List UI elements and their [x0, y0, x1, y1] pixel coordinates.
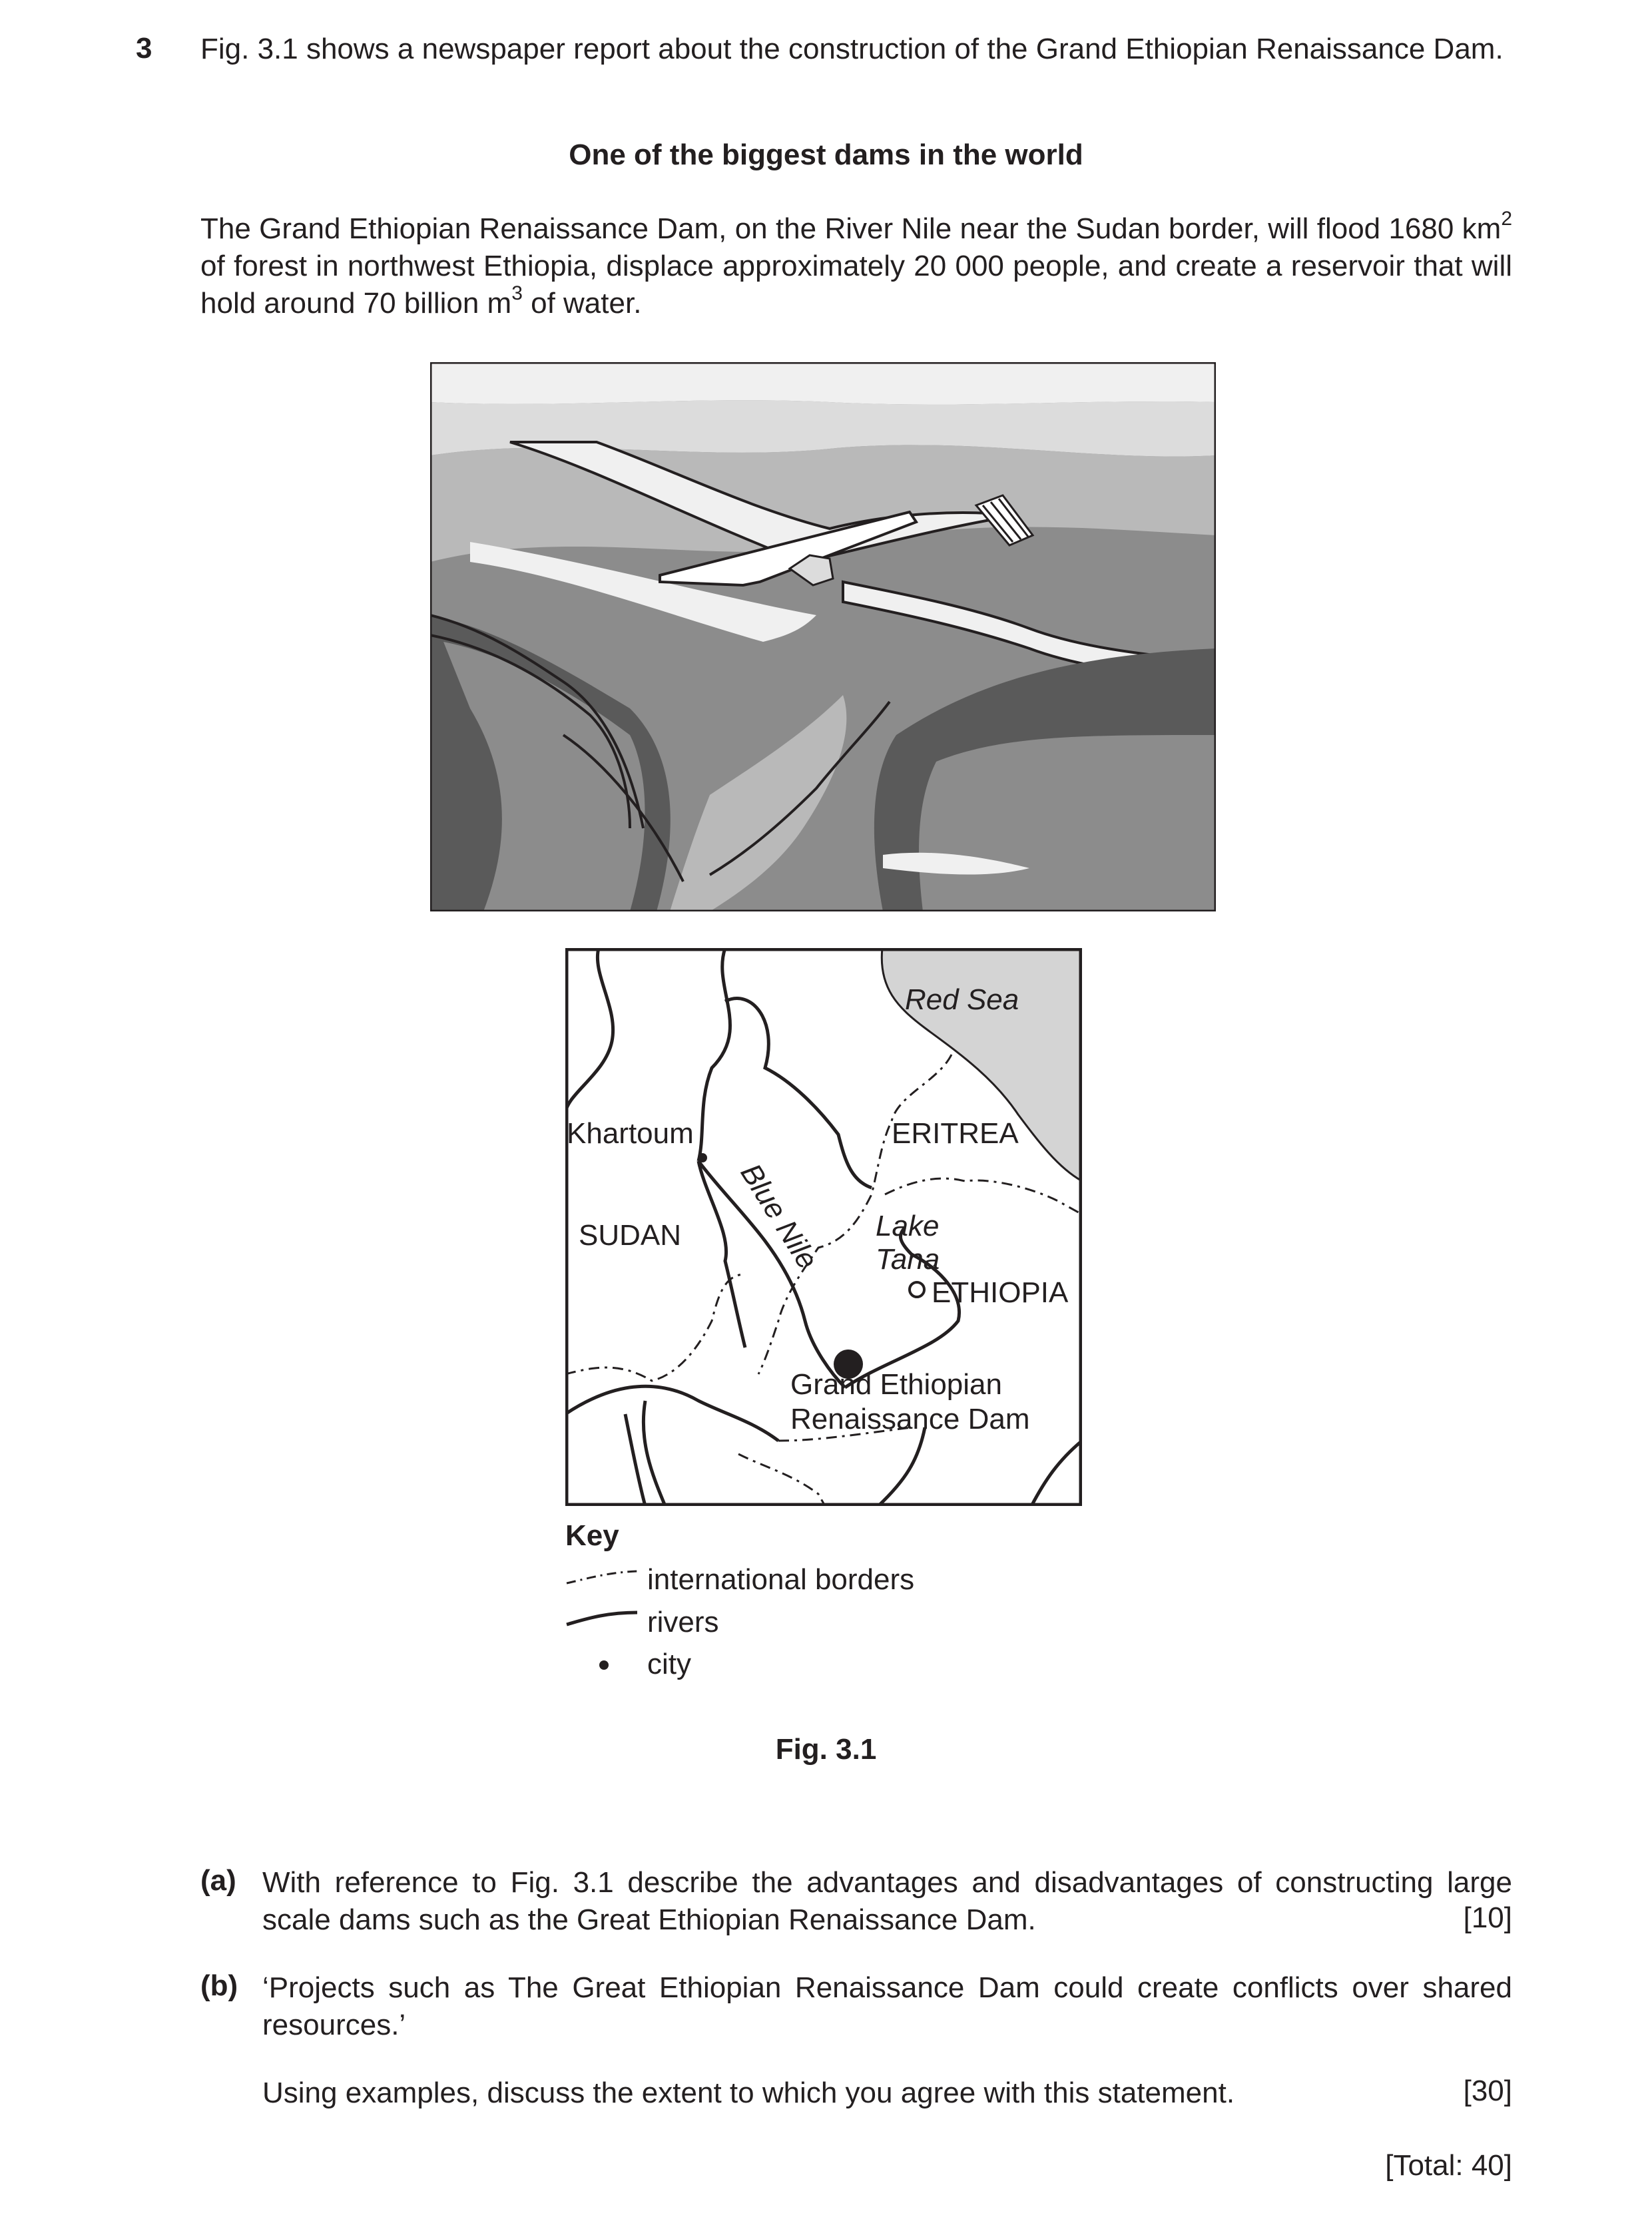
figure-caption: Fig. 3.1 [775, 1733, 877, 1766]
key-city-label: city [647, 1648, 691, 1680]
report-text-part3: of water. [522, 287, 642, 320]
report-text-part2: of forest in northwest Ethiopia, displace approximately 20 000 people, and create a reservoir that will hold around 70 billion m [200, 250, 1512, 320]
label-sudan: SUDAN [579, 1219, 682, 1252]
border-key-symbol [565, 1566, 639, 1586]
label-dam-line1: Grand Ethiopian [790, 1368, 1002, 1401]
part-b-text: ‘Projects such as The Great Ethiopian Renaissance Dam could create conflicts over shared resources.’ [262, 1971, 1512, 2041]
part-b-label: (b) [200, 1969, 238, 2002]
location-map [565, 948, 1082, 1506]
label-eritrea: ERITREA [892, 1117, 1019, 1150]
key-title: Key [565, 1519, 619, 1552]
label-lake: Lake [876, 1210, 940, 1242]
report-headline: One of the biggest dams in the world [569, 138, 1083, 171]
label-tana: Tana [876, 1243, 940, 1276]
part-b-mark: [30] [1463, 2075, 1512, 2107]
question-number: 3 [136, 32, 152, 65]
total-marks: [Total: 40] [1385, 2149, 1512, 2182]
label-khartoum: Khartoum [567, 1117, 694, 1150]
key-borders-label: international borders [647, 1563, 915, 1596]
part-a-text: With reference to Fig. 3.1 describe the advantages and disadvantages of constructing large scale dams such as the Great Ethiopian Renaissance Dam. [262, 1866, 1512, 1936]
label-blue-nile: Blue Nile [734, 1158, 824, 1275]
superscript-2: 2 [1501, 208, 1512, 230]
lake-tana [910, 1282, 924, 1297]
label-ethiopia: ETHIOPIA [932, 1276, 1069, 1309]
part-a-mark: [10] [1463, 1901, 1512, 1934]
part-b-instruction: Using examples, discuss the extent to which you agree with this statement. [262, 2077, 1235, 2109]
question-intro: Fig. 3.1 shows a newspaper report about the construction of the Grand Ethiopian Renaissance Dam. [200, 33, 1504, 65]
river-key-symbol [565, 1607, 639, 1627]
part-a-label: (a) [200, 1864, 236, 1897]
superscript-3: 3 [511, 282, 523, 305]
khartoum-city-dot [698, 1153, 707, 1162]
report-text-part1: The Grand Ethiopian Renaissance Dam, on the River Nile near the Sudan border, will flood 1680 km [200, 212, 1502, 245]
label-dam-line2: Renaissance Dam [790, 1403, 1030, 1435]
report-text [200, 210, 1512, 322]
label-red-sea: Red Sea [905, 983, 1019, 1016]
key-rivers-label: rivers [647, 1606, 719, 1638]
city-key-symbol [599, 1660, 609, 1670]
dam-aerial-illustration [430, 362, 1216, 911]
